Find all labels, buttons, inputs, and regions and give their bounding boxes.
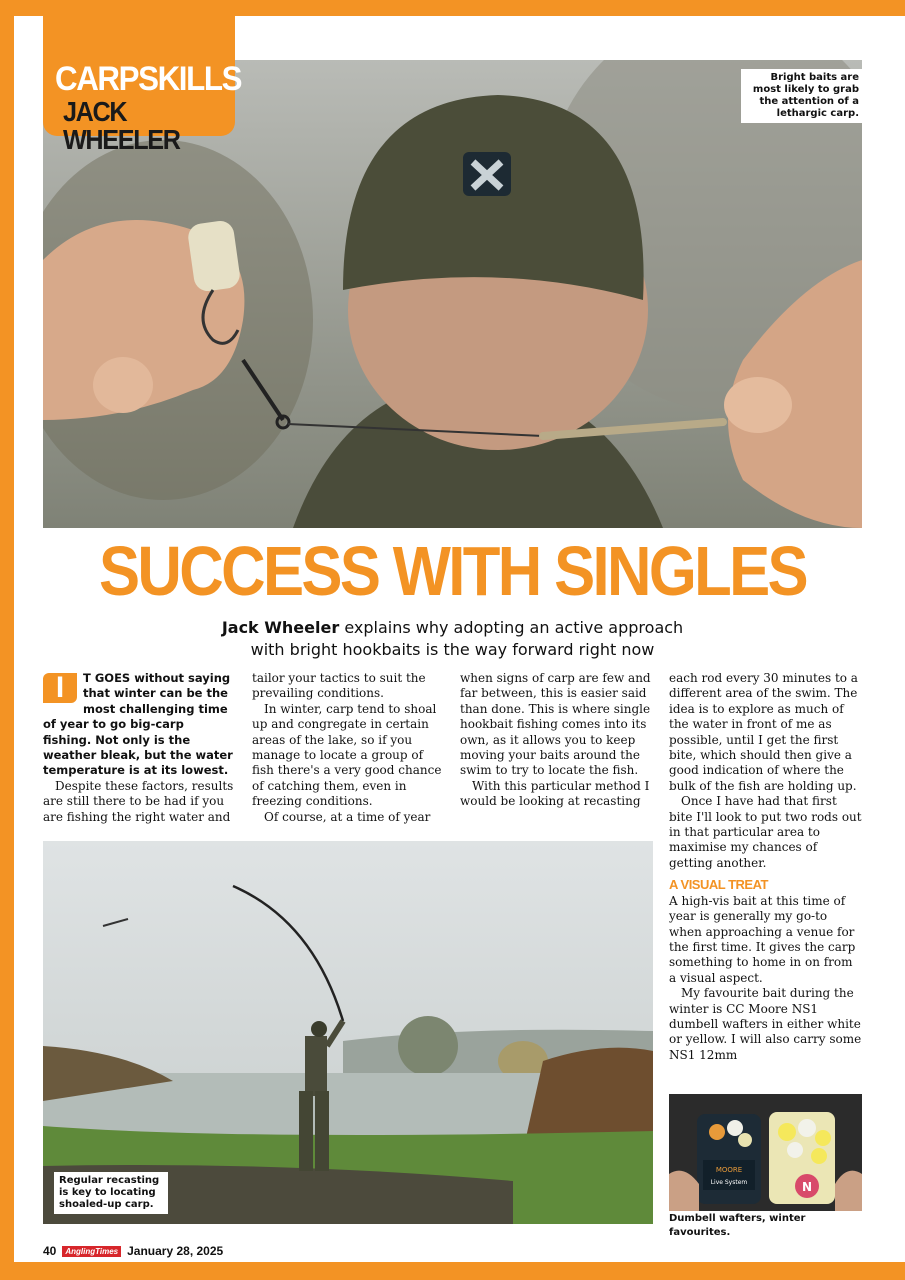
article-subhead: A VISUAL TREAT xyxy=(669,877,768,893)
standfirst-author: Jack Wheeler xyxy=(221,618,340,637)
article-paragraph: With this particular method I would be looking at recasting xyxy=(460,778,650,809)
jar-lid-letter: N xyxy=(801,1180,813,1194)
article-paragraph: Of course, at a time of year xyxy=(264,809,431,824)
publication-logo: AnglingTimes xyxy=(62,1246,121,1257)
article-paragraph: each rod every 30 minutes to a different area of the swim. The idea is to explore as much of the water in front of me as possible, until I get the first bite, which should then give a good indication of where the bulk of the fish are holding up. xyxy=(669,671,858,793)
page-footer xyxy=(43,1243,223,1259)
standfirst xyxy=(100,617,805,661)
article-paragraph: tailor your tactics to suit the prevailing conditions. xyxy=(252,671,426,701)
drop-cap: I xyxy=(43,673,77,703)
article-column-4 xyxy=(669,671,863,1063)
issue-date: January 28, 2025 xyxy=(127,1244,224,1258)
page-border-top xyxy=(0,0,905,16)
jar-brand-text: MOORE xyxy=(715,1166,743,1174)
lake-photo-caption: Regular recasting is key to locating shoaled-up carp. xyxy=(54,1172,168,1214)
standfirst-line2: with bright hookbaits is the way forward right now xyxy=(250,640,655,659)
article-lead: T GOES without saying that winter can be the most challenging time of year to go big-carp fishing. Not only is the weather bleak, but the water temperature is at its lowest. xyxy=(43,671,233,778)
section-tag xyxy=(43,16,242,155)
page-number: 40 xyxy=(43,1244,57,1258)
article-paragraph: Once I have had that first bite I'll look to put two rods out in that particular area to maximise my chances of getting another. xyxy=(669,794,862,870)
article-column-2 xyxy=(252,671,448,825)
page-border-bottom xyxy=(0,1262,905,1280)
bait-jars-caption: Dumbell wafters, winter favourites. xyxy=(669,1213,806,1238)
article-paragraph: Despite these factors, results are still there to be had if you are fishing the right water and xyxy=(43,778,234,824)
section-author: JACK WHEELER xyxy=(63,96,180,155)
article-column-1 xyxy=(43,671,235,825)
section-title: CARPSKILLS xyxy=(55,60,242,98)
bait-jars-photo xyxy=(669,1094,862,1211)
article-paragraph: when signs of carp are few and far between, this is easier said than done. This is where single hookbait fishing comes into its own, as it allows you to keep moving your baits around the swim to try to locate the fish. xyxy=(460,671,651,778)
article-column-3 xyxy=(460,671,656,810)
standfirst-line1: explains why adopting an active approach xyxy=(339,618,684,637)
article-paragraph: My favourite bait during the winter is CC Moore NS1 dumbell wafters in either white or yellow. I will also carry some NS1 12mm xyxy=(669,986,862,1062)
headline: SUCCESS WITH SINGLES xyxy=(98,532,806,610)
article-paragraph: A high-vis bait at this time of year is generally my go-to when approaching a venue for the first time. It gives the carp something to home in on from a visual aspect. xyxy=(669,893,856,985)
lake-photo xyxy=(43,841,653,1224)
jar-label-text: Live System xyxy=(710,1179,748,1186)
page-border-left xyxy=(0,0,14,1280)
article-paragraph: In winter, carp tend to shoal up and congregate in certain areas of the lake, so if you manage to locate a group of fish there's a very good chance of catching them, even in freezing conditions. xyxy=(252,701,442,809)
hero-caption: Bright baits are most likely to grab the attention of a lethargic carp. xyxy=(741,69,865,123)
